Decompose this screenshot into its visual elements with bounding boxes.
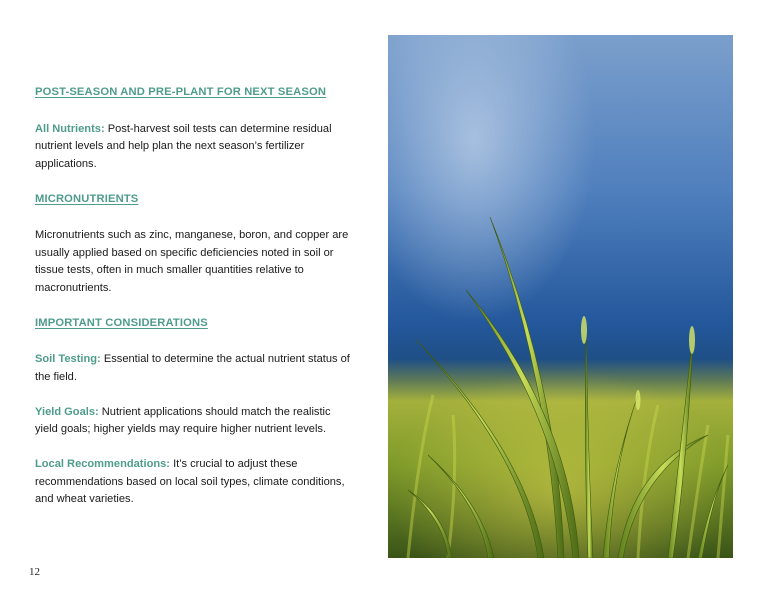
wheat-field-photo-icon [388,35,733,558]
paragraph-micronutrients [35,227,353,297]
wheat-field-photo [388,35,733,558]
heading-micronutrients: MICRONUTRIENTS [35,192,139,205]
page-number: 12 [29,566,40,578]
label-yield-goals: Yield Goals: [35,405,99,418]
label-local-recommendations: Local Recommendations: [35,458,170,470]
label-all-nutrients: All Nutrients: [35,122,105,135]
heading-important-considerations: IMPORTANT CONSIDERATIONS [35,316,208,329]
text-soil-testing: Essential to determine the actual nutrient status of the field. [35,353,350,383]
article-body [35,84,353,526]
paragraph-yield-goals [35,404,353,439]
label-soil-testing: Soil Testing: [35,353,101,365]
heading-post-season: POST-SEASON AND PRE-PLANT FOR NEXT SEASON [35,86,327,98]
paragraph-soil-testing [35,351,353,386]
paragraph-local-recommendations [35,456,353,509]
text-micronutrients: Micronutrients such as zinc, manganese, boron, and copper are usually applied based on specific deficiencies noted in soil or tissue tests, often in much smaller quantities relative to macronutrients. [35,229,349,294]
paragraph-all-nutrients [35,121,353,174]
text-yield-goals: Nutrient applications should match the realistic yield goals; higher yields may require higher nutrient levels. [35,405,331,435]
text-local-recommendations: It’s crucial to adjust these recommendations based on local soil types, climate conditions, and wheat varieties. [35,458,345,505]
text-all-nutrients: Post-harvest soil tests can determine residual nutrient levels and help plan the next season’s fertilizer applications. [35,122,332,170]
